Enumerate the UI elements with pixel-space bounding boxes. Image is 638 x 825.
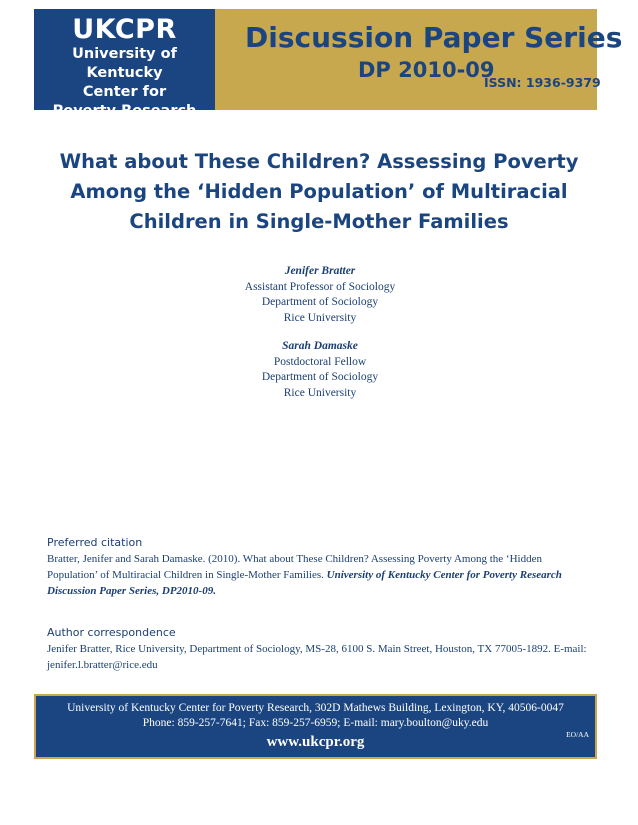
paper-number: DP 2010-09 xyxy=(358,58,495,82)
author-name: Jenifer Bratter xyxy=(284,265,356,277)
org-acronym: UKCPR xyxy=(72,14,177,45)
paper-title xyxy=(40,147,598,237)
author-institution: Rice University xyxy=(283,311,357,324)
author-role: Postdoctoral Fellow xyxy=(273,355,367,368)
citation-source: University of Kentucky Center for Poverty Research Discussion Paper Series, DP2010-09. xyxy=(47,569,562,597)
header-banner xyxy=(34,9,623,119)
author-dept: Department of Sociology xyxy=(261,371,379,383)
issn: ISSN: 1936-9379 xyxy=(484,75,601,90)
org-name-line2: Center for xyxy=(82,84,167,100)
citation-plain: Bratter, Jenifer and Sarah Damaske. (2010). What about These Children? Assessing Poverty Among the ‘Hidden Population’ of Multiracial Children in Single-Mother Families. xyxy=(47,553,542,581)
citation-label: Preferred citation xyxy=(47,536,143,549)
author-list xyxy=(120,264,520,401)
author-institution: Rice University xyxy=(283,386,357,399)
footer-address: University of Kentucky Center for Poverty Research, 302D Mathews Building, Lexington, KY, 40506-0047 xyxy=(67,702,564,714)
series-title: Discussion Paper Series xyxy=(245,21,623,54)
org-name-line3: Poverty Research xyxy=(52,103,197,119)
footer-contact: Phone: 859-257-7641; Fax: 859-257-6959; E-mail: mary.boulton@uky.edu xyxy=(142,717,489,729)
org-block xyxy=(34,9,215,119)
title-line-2: Among the ‘Hidden Population’ of Multiracial xyxy=(70,180,568,203)
series-block xyxy=(215,9,623,110)
title-line-3: Children in Single-Mother Families xyxy=(129,210,509,233)
correspondence-text: Jenifer Bratter, Rice University, Department of Sociology, MS-28, 6100 S. Main Street, Houston, TX 77005-1892. E-mail: jenifer.l.bratter@rice.edu xyxy=(47,643,587,671)
correspondence-label: Author correspondence xyxy=(47,626,176,639)
footer-website-link[interactable]: www.ukcpr.org xyxy=(266,734,365,750)
author-name: Sarah Damaske xyxy=(282,340,358,352)
title-line-1: What about These Children? Assessing Poverty xyxy=(59,150,579,173)
citation-text xyxy=(47,551,595,599)
footer-eoaa-code: EO/AA xyxy=(566,730,589,739)
author-dept: Department of Sociology xyxy=(261,296,379,308)
author-role: Assistant Professor of Sociology xyxy=(244,280,396,293)
footer-banner xyxy=(34,694,597,759)
org-name-line1: University of Kentucky xyxy=(72,46,177,81)
